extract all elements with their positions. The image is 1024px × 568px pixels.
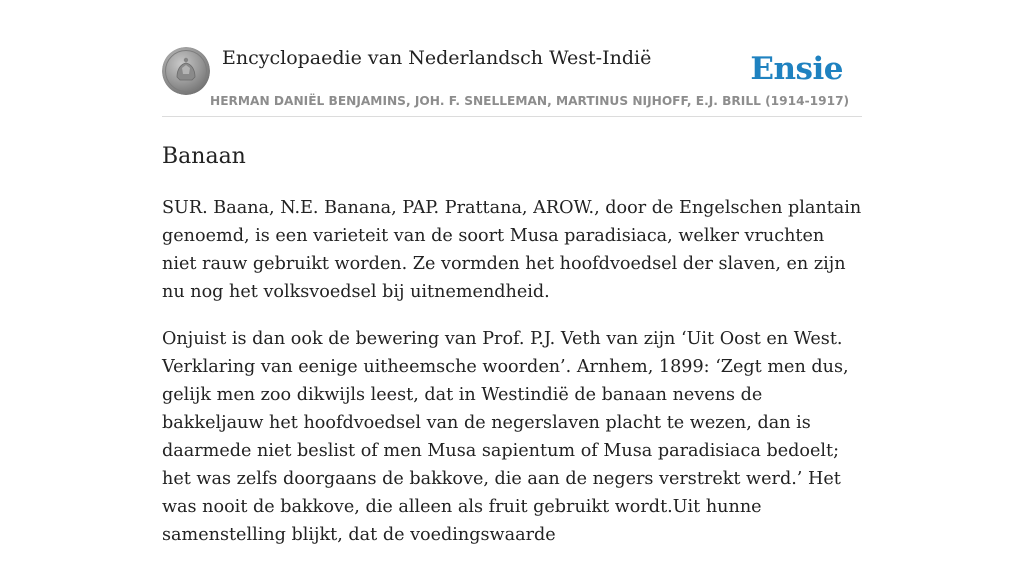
book-byline: HERMAN DANIËL BENJAMINS, JOH. F. SNELLEMAN, MARTINUS NIJHOFF, E.J. BRILL (1914-1917) bbox=[210, 94, 850, 108]
book-title[interactable]: Encyclopaedie van Nederlandsch West-Indië bbox=[222, 47, 652, 69]
entry-paragraph: Onjuist is dan ook de bewering van Prof. P.J. Veth van zijn ‘Uit Oost en West. Verklaring van eenige uitheemsche woorden’. Arnhem, 1899: ‘Zegt men dus, gelijk men zoo dikwijls leest, dat in Westindië de banaan nevens de bakkeljauw het hoofdvoedsel van de negerslaven placht te wezen, dan is daarmede niet beslist of men Musa sapientum of Musa paradisiaca bedoelt; het was zelfs doorgaans de bakkove, die aan de negers verstrekt werd.’ Het was nooit de bakkove, die alleen als fruit gebruikt wordt.Uit hunne samenstelling blijkt, dat de voedingswaarde bbox=[162, 329, 849, 545]
entry-body bbox=[162, 194, 862, 549]
book-header bbox=[162, 0, 862, 117]
page-container bbox=[162, 0, 862, 568]
coin-seal-icon[interactable] bbox=[162, 47, 210, 95]
ensie-logo-link[interactable]: Ensie bbox=[750, 51, 843, 87]
entry-title: Banaan bbox=[162, 144, 246, 169]
entry-paragraph: SUR. Baana, N.E. Banana, PAP. Prattana, AROW., door de Engelschen plantain genoemd, is een varieteit van de soort Musa paradisiaca, welker vruchten niet rauw gebruikt worden. Ze vormden het hoofdvoedsel der slaven, en zijn nu nog het volksvoedsel bij uitnemendheid. bbox=[162, 198, 862, 302]
